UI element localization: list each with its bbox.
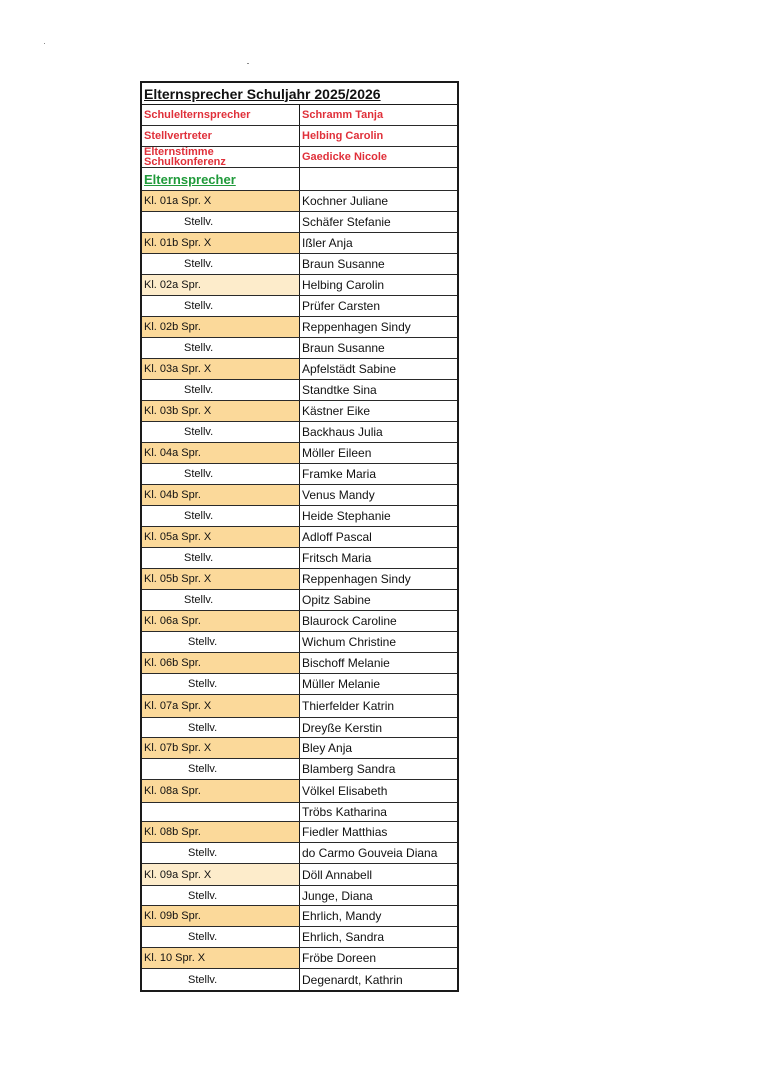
deputy-row — [142, 803, 457, 822]
officer-role-line2: Schulkonferenz — [144, 156, 226, 167]
deputy-row — [142, 380, 457, 401]
class-label: Kl. 06b Spr. — [142, 653, 300, 673]
section-heading: Elternsprecher — [142, 168, 300, 190]
class-row — [142, 275, 457, 296]
representative-name: Degenardt, Kathrin — [302, 972, 403, 987]
parent-representatives-table — [140, 81, 459, 992]
section-heading-row — [142, 168, 457, 191]
representative-name: Ehrlich, Mandy — [302, 909, 382, 923]
representative-name: Ißler Anja — [302, 236, 353, 250]
class-row — [142, 401, 457, 422]
representative-name: Kästner Eike — [302, 404, 371, 418]
representative-name: Backhaus Julia — [302, 425, 383, 439]
deputy-label: Stellv. — [142, 632, 300, 652]
deputy-label: Stellv. — [142, 969, 300, 990]
deputy-label: Stellv. — [142, 590, 300, 610]
deputy-row — [142, 212, 457, 233]
class-row — [142, 948, 457, 969]
representative-name: Reppenhagen Sindy — [302, 320, 411, 334]
document-title: Elternsprecher Schuljahr 2025/2026 — [142, 83, 457, 105]
representative-name: Braun Susanne — [302, 257, 385, 271]
representative-name: Blaurock Caroline — [302, 614, 397, 628]
class-row — [142, 822, 457, 843]
class-label: Kl. 10 Spr. X — [142, 948, 300, 968]
representative-name: Braun Susanne — [302, 341, 385, 355]
deputy-row — [142, 718, 457, 738]
representative-name: Prüfer Carsten — [302, 299, 381, 313]
deputy-label: Stellv. — [142, 338, 300, 358]
representative-name: Venus Mandy — [302, 488, 375, 502]
deputy-row — [142, 674, 457, 695]
representative-name: Döll Annabell — [302, 867, 373, 882]
class-row — [142, 780, 457, 803]
deputy-label: Stellv. — [142, 674, 300, 694]
class-label: Kl. 02a Spr. — [142, 275, 300, 295]
class-label: Kl. 08b Spr. — [142, 822, 300, 842]
deputy-label: Stellv. — [142, 759, 300, 779]
officer-name: Helbing Carolin — [302, 130, 384, 142]
representative-name: Völkel Elisabeth — [302, 784, 388, 798]
officer-row-deputy — [142, 126, 457, 147]
scan-speck — [44, 43, 45, 44]
class-row — [142, 317, 457, 338]
representative-name: Fröbe Doreen — [302, 951, 377, 965]
class-rows — [142, 191, 457, 990]
deputy-label: Stellv. — [142, 296, 300, 316]
officer-role — [142, 147, 300, 167]
empty-cell — [300, 168, 457, 190]
deputy-row — [142, 422, 457, 443]
scan-speck — [247, 63, 249, 64]
class-row — [142, 191, 457, 212]
class-row — [142, 485, 457, 506]
class-label: Kl. 06a Spr. — [142, 611, 300, 631]
representative-name: Schäfer Stefanie — [302, 215, 391, 229]
representative-name: Wichum Christine — [302, 635, 397, 649]
deputy-row — [142, 254, 457, 275]
class-label: Kl. 04b Spr. — [142, 485, 300, 505]
representative-name: Bley Anja — [302, 741, 353, 755]
class-row — [142, 443, 457, 464]
deputy-row — [142, 886, 457, 906]
deputy-label: Stellv. — [142, 464, 300, 484]
deputy-label: Stellv. — [142, 506, 300, 526]
officer-name: Gaedicke Nicole — [302, 151, 387, 163]
deputy-row — [142, 296, 457, 317]
class-row — [142, 611, 457, 632]
representative-name: Reppenhagen Sindy — [302, 572, 411, 586]
deputy-label: Stellv. — [142, 212, 300, 232]
representative-name: Müller Melanie — [302, 677, 381, 691]
class-label: Kl. 09b Spr. — [142, 906, 300, 926]
deputy-row — [142, 632, 457, 653]
representative-name: Heide Stephanie — [302, 509, 391, 523]
deputy-row — [142, 590, 457, 611]
class-label: Kl. 01a Spr. X — [142, 191, 300, 211]
class-row — [142, 738, 457, 759]
representative-name: do Carmo Gouveia Diana — [302, 846, 438, 860]
class-row — [142, 527, 457, 548]
officer-role-line1: Elternstimme — [144, 147, 214, 158]
deputy-label: Stellv. — [142, 843, 300, 863]
representative-name: Helbing Carolin — [302, 278, 385, 292]
officer-role: Stellvertreter — [142, 126, 300, 146]
class-label: Kl. 04a Spr. — [142, 443, 300, 463]
representative-name: Tröbs Katharina — [302, 805, 387, 819]
representative-name: Ehrlich, Sandra — [302, 930, 385, 944]
deputy-label: Stellv. — [142, 927, 300, 947]
officer-row-school-conference — [142, 147, 457, 168]
deputy-label: Stellv. — [142, 422, 300, 442]
class-label: Kl. 07b Spr. X — [142, 738, 300, 758]
officer-name: Schramm Tanja — [302, 109, 384, 121]
class-label: Kl. 07a Spr. X — [142, 695, 300, 717]
representative-name: Fiedler Matthias — [302, 825, 388, 839]
class-label: Kl. 03a Spr. X — [142, 359, 300, 379]
representative-name: Dreyße Kerstin — [302, 720, 383, 735]
class-label: Kl. 05b Spr. X — [142, 569, 300, 589]
representative-name: Adloff Pascal — [302, 530, 372, 544]
class-row — [142, 906, 457, 927]
deputy-row — [142, 506, 457, 527]
officer-row-school-representative — [142, 105, 457, 126]
deputy-label: Stellv. — [142, 254, 300, 274]
deputy-row — [142, 759, 457, 780]
deputy-row — [142, 338, 457, 359]
deputy-label — [142, 803, 300, 821]
class-label: Kl. 08a Spr. — [142, 780, 300, 802]
class-row — [142, 653, 457, 674]
class-row — [142, 864, 457, 886]
deputy-row — [142, 464, 457, 485]
deputy-label: Stellv. — [142, 548, 300, 568]
class-row — [142, 233, 457, 254]
representative-name: Kochner Juliane — [302, 194, 389, 208]
deputy-row — [142, 548, 457, 569]
class-row — [142, 695, 457, 718]
representative-name: Thierfelder Katrin — [302, 699, 395, 713]
deputy-row — [142, 927, 457, 948]
deputy-row — [142, 969, 457, 990]
representative-name: Fritsch Maria — [302, 551, 372, 565]
representative-name: Standtke Sina — [302, 383, 377, 397]
class-label: Kl. 03b Spr. X — [142, 401, 300, 421]
deputy-row — [142, 843, 457, 864]
representative-name: Framke Maria — [302, 467, 377, 481]
officer-role: Schulelternsprecher — [142, 105, 300, 125]
deputy-label: Stellv. — [142, 380, 300, 400]
class-row — [142, 569, 457, 590]
class-row — [142, 359, 457, 380]
representative-name: Möller Eileen — [302, 446, 372, 460]
class-label: Kl. 09a Spr. X — [142, 864, 300, 885]
class-label: Kl. 05a Spr. X — [142, 527, 300, 547]
deputy-label: Stellv. — [142, 886, 300, 905]
representative-name: Bischoff Melanie — [302, 656, 390, 670]
class-label: Kl. 01b Spr. X — [142, 233, 300, 253]
class-label: Kl. 02b Spr. — [142, 317, 300, 337]
representative-name: Apfelstädt Sabine — [302, 362, 397, 376]
deputy-label: Stellv. — [142, 718, 300, 737]
representative-name: Opitz Sabine — [302, 593, 371, 607]
representative-name: Blamberg Sandra — [302, 762, 396, 776]
representative-name: Junge, Diana — [302, 888, 373, 903]
